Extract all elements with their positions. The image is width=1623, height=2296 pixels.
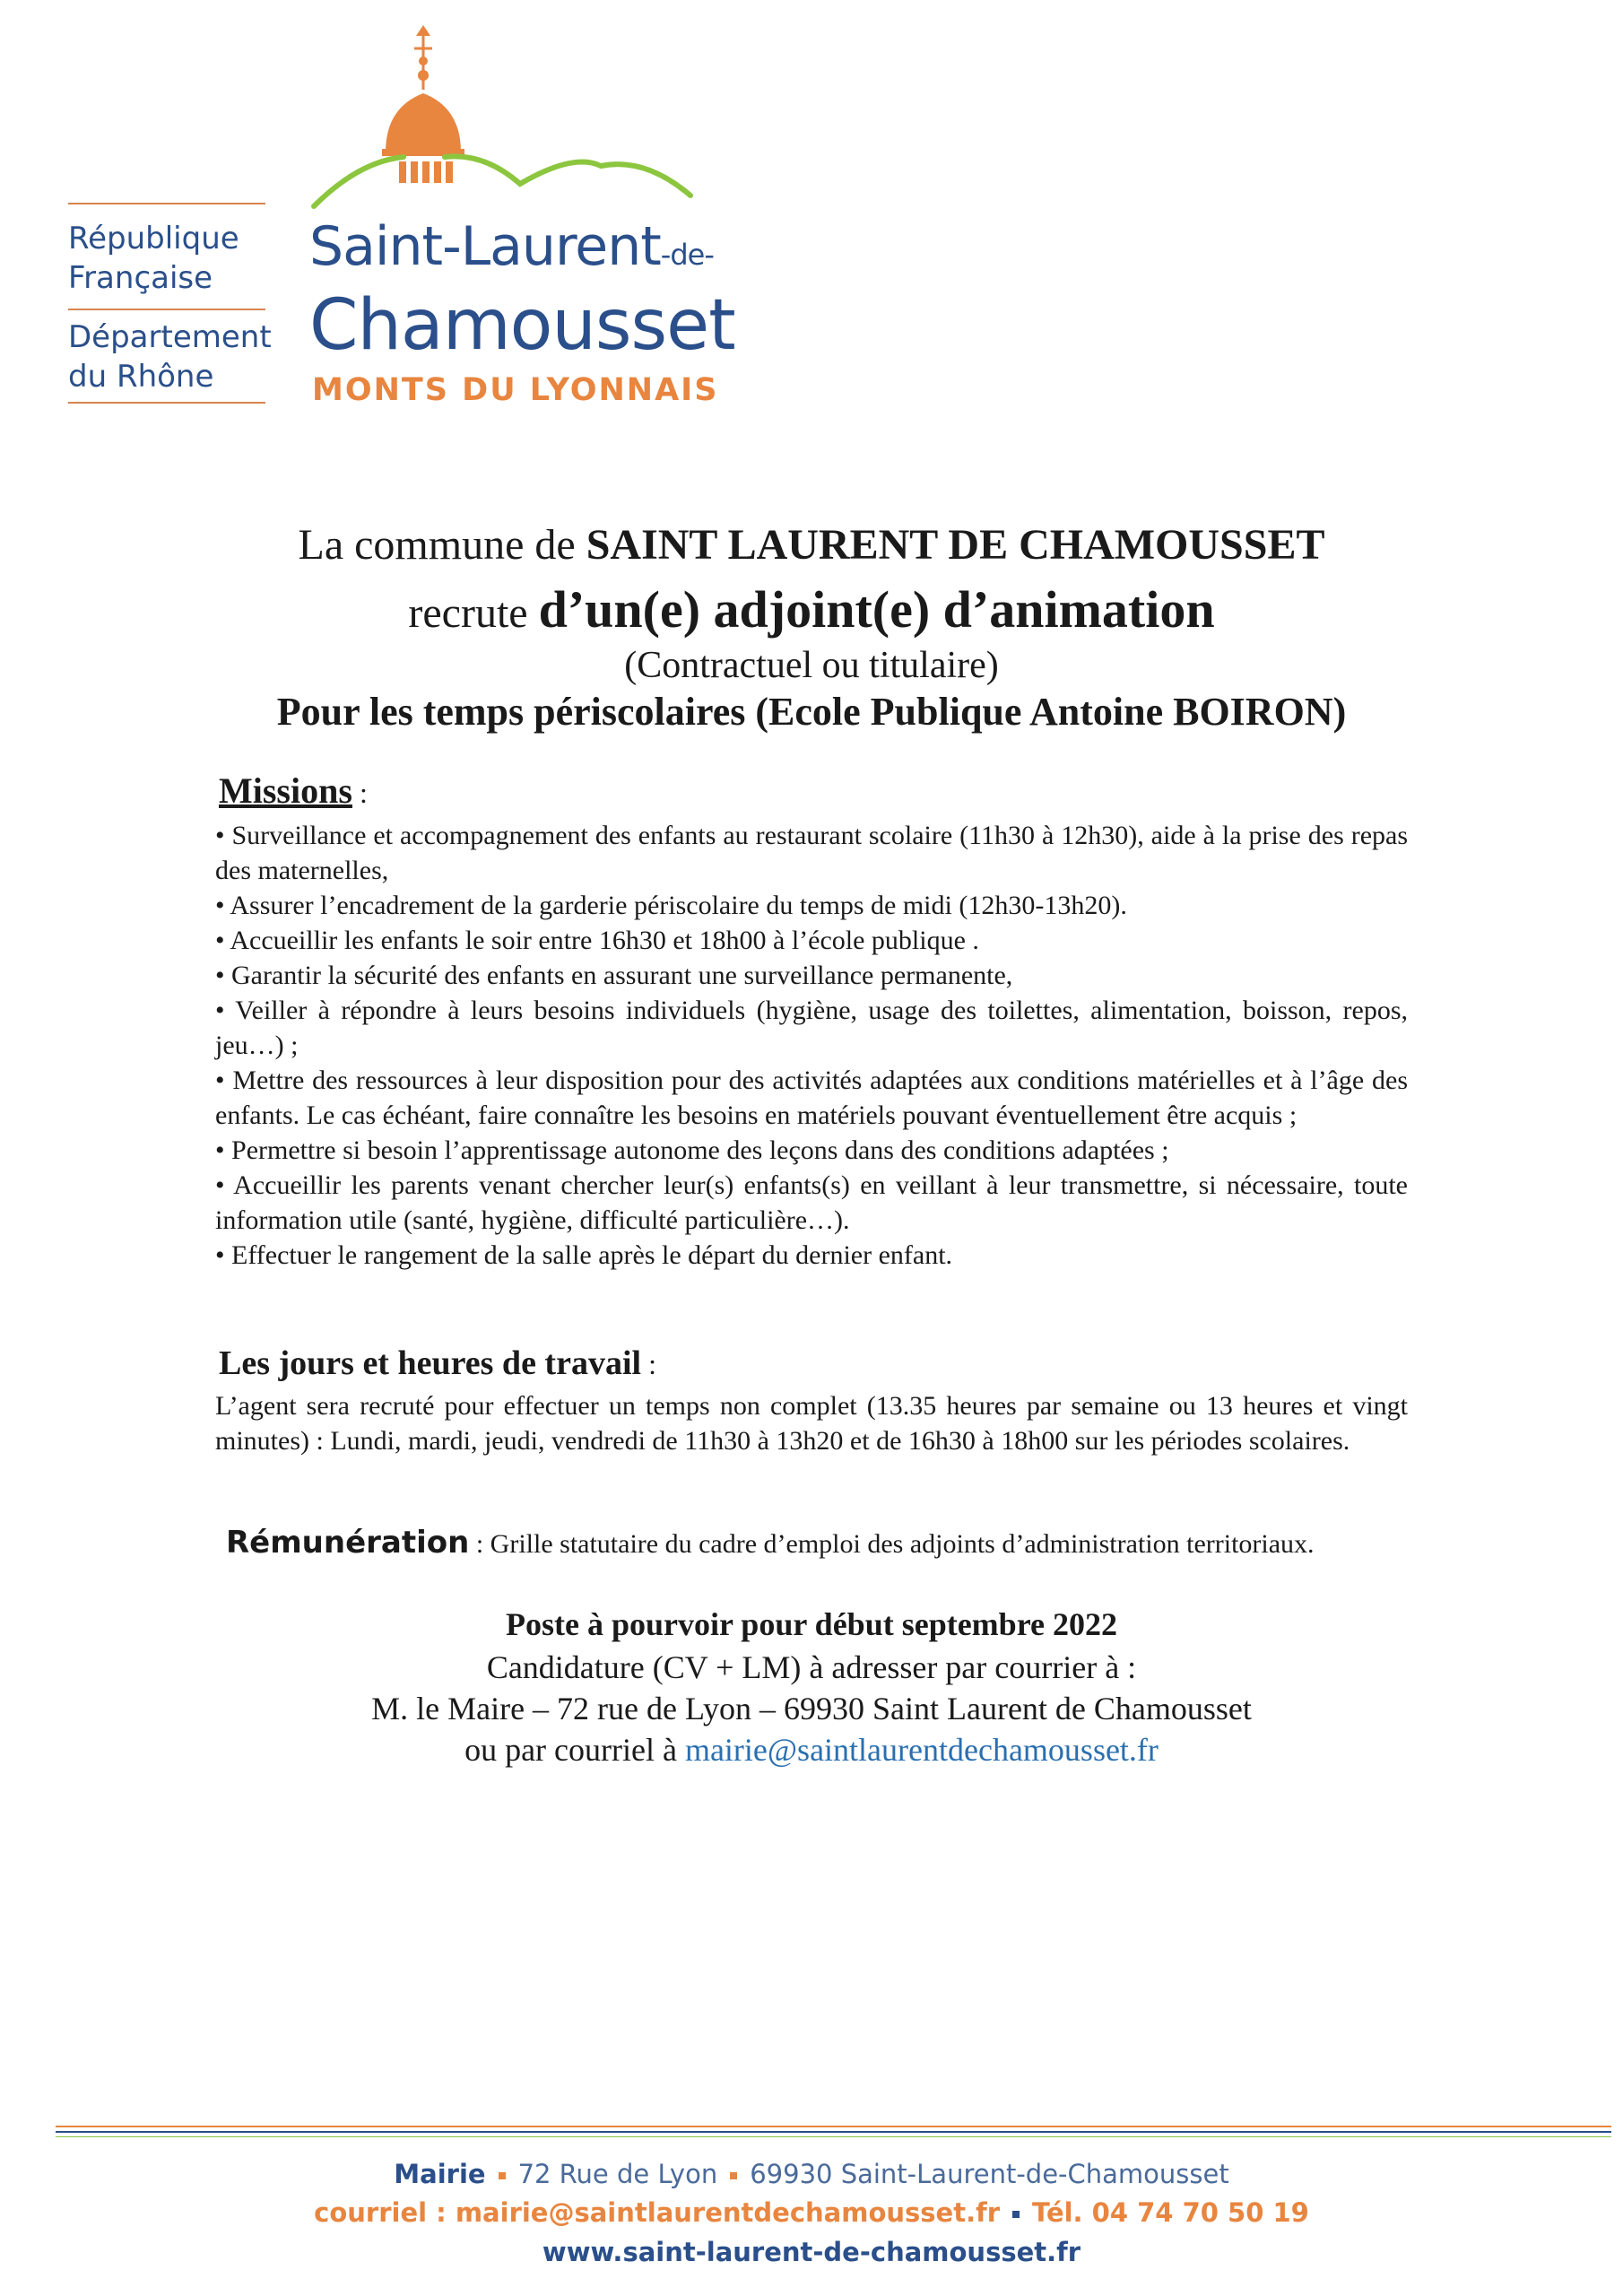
bullet-square-icon	[499, 2172, 506, 2179]
missions-list	[215, 818, 1408, 1273]
footer-email[interactable]: courriel : mairie@saintlaurentdechamousset.fr	[314, 2197, 1001, 2228]
contact-line3: M. le Maire – 72 rue de Lyon – 69930 Saint Laurent de Chamousset	[371, 1691, 1252, 1726]
remuneration-text: : Grille statutaire du cadre d’emploi des adjoints d’administration territoriaux.	[469, 1529, 1315, 1559]
mission-item: • Veiller à répondre à leurs besoins individuels (hygiène, usage des toilettes, alimentation, boisson, repos, jeu…) ;	[215, 996, 1408, 1060]
mission-item: • Permettre si besoin l’apprentissage autonome des leçons dans des conditions adaptées ;	[215, 1135, 1169, 1165]
missions-heading-text: Missions	[219, 770, 352, 811]
schedule-heading-text: Les jours et heures de travail	[219, 1344, 642, 1382]
mission-item: • Assurer l’encadrement de la garderie périscolaire du temps de midi (12h30-13h20).	[215, 891, 1127, 920]
republique-line2: Française	[68, 260, 213, 296]
schedule-heading	[219, 1344, 656, 1383]
contact-line4	[0, 1731, 1623, 1769]
footer-contact	[0, 2197, 1623, 2228]
mission-item: • Garantir la sécurité des enfants en assurant une surveillance permanente,	[215, 961, 1013, 990]
remuneration	[226, 1525, 1315, 1561]
contact-email-link[interactable]: mairie@saintlaurentdechamousset.fr	[684, 1732, 1159, 1768]
missions-heading	[219, 770, 368, 812]
header-rule-middle	[68, 309, 265, 310]
title-line2	[0, 579, 1623, 639]
town-tagline: MONTS DU LYONNAIS	[312, 372, 719, 408]
town-name-part1	[309, 215, 714, 278]
footer-rule-green	[56, 2136, 1611, 2137]
title-line2-prefix: recrute	[408, 589, 539, 637]
remuneration-label: Rémunération	[226, 1525, 470, 1561]
contact-line1: Poste à pourvoir pour début septembre 2022	[505, 1606, 1117, 1642]
schedule-paragraph: L’agent sera recruté pour effectuer un temps non complet (13.35 heures par semaine ou 13 heures et vingt minutes) : Lundi, mardi, jeudi, vendredi de 11h30 à 13h20 et de 16h30 à 18h00 sur les périodes scolaires.	[215, 1391, 1408, 1456]
title-line1	[0, 520, 1623, 570]
contact-line4-prefix: ou par courriel à	[464, 1732, 685, 1768]
town-logo-icon	[305, 18, 699, 215]
footer-address	[0, 2159, 1623, 2189]
footer-city: 69930 Saint-Laurent-de-Chamousset	[750, 2159, 1229, 2189]
header-rule-bottom	[68, 402, 265, 404]
title-line2-bold: d’un(e) adjoint(e) d’animation	[538, 580, 1215, 639]
bullet-square-icon	[730, 2172, 737, 2179]
footer-mairie: Mairie	[394, 2159, 486, 2189]
missions-heading-colon: :	[352, 777, 368, 809]
title-line4: Pour les temps périscolaires (Ecole Publique Antoine BOIRON)	[276, 690, 1347, 734]
footer-street: 72 Rue de Lyon	[517, 2159, 718, 2189]
footer-website[interactable]: www.saint-laurent-de-chamousset.fr	[542, 2237, 1081, 2267]
mission-item: • Surveillance et accompagnement des enfants au restaurant scolaire (11h30 à 12h30), aide à la prise des repas des maternelles,	[215, 821, 1408, 885]
town-name-part2: Chamousset	[309, 285, 735, 366]
title-line3: (Contractuel ou titulaire)	[624, 645, 999, 686]
header-rule-top	[68, 203, 265, 204]
mission-item: • Accueillir les enfants le soir entre 16h30 et 18h00 à l’école publique .	[215, 926, 979, 955]
title-line1-bold: SAINT LAURENT DE CHAMOUSSET	[586, 521, 1325, 569]
departement-line1: Département	[68, 319, 272, 355]
republique-line1: République	[68, 221, 239, 257]
schedule-heading-colon: :	[641, 1348, 656, 1380]
mission-item: • Mettre des ressources à leur disposition pour des activités adaptées aux conditions matérielles et à l’âge des enfants. Le cas échéant, faire connaître les besoins en matériels pouvant éventuellement être acquis ;	[215, 1065, 1408, 1130]
town-name-main: Saint-Laurent	[309, 215, 661, 278]
footer-rule-orange	[56, 2126, 1611, 2127]
departement-line2: du Rhône	[68, 359, 214, 395]
mission-item: • Accueillir les parents venant chercher leur(s) enfants(s) en veillant à leur transmettre, si nécessaire, toute information utile (santé, hygiène, difficulté particulière…).	[215, 1170, 1408, 1235]
footer-phone: Tél. 04 74 70 50 19	[1032, 2197, 1309, 2228]
bullet-square-icon	[1012, 2211, 1020, 2218]
contact-line2: Candidature (CV + LM) à adresser par courrier à :	[486, 1649, 1137, 1685]
town-name-suffix: -de-	[660, 238, 714, 272]
mission-item: • Effectuer le rangement de la salle après le départ du dernier enfant.	[215, 1240, 953, 1270]
schedule-text	[215, 1388, 1408, 1458]
title-line1-prefix: La commune de	[298, 521, 586, 569]
footer-rule-blue	[56, 2131, 1611, 2133]
